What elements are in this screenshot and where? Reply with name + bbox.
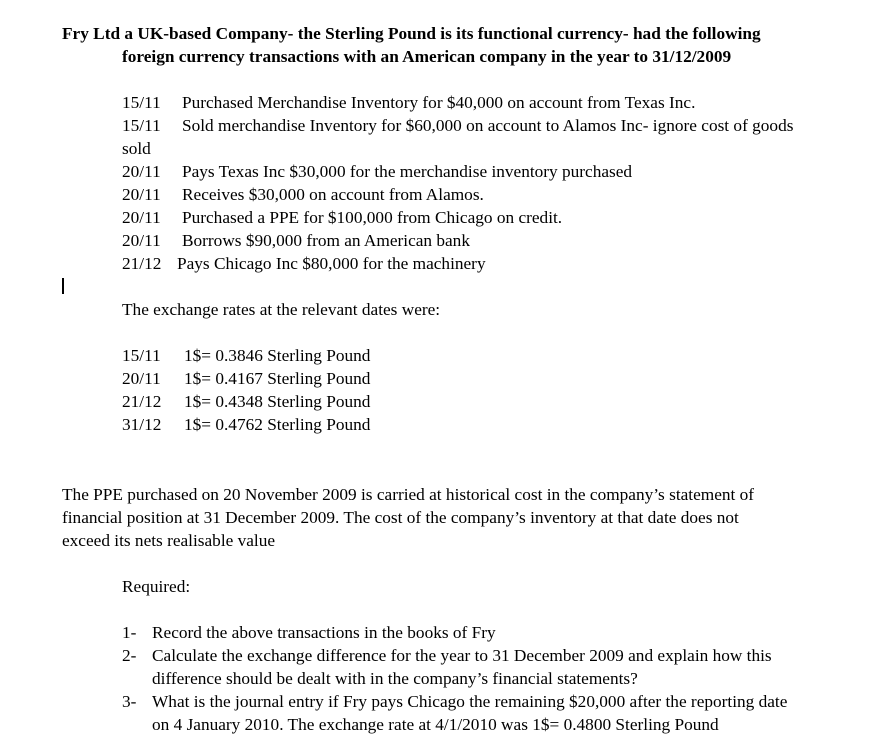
requirement-item	[122, 621, 496, 644]
transaction-row	[122, 183, 484, 206]
requirement-number: 2-	[122, 646, 137, 665]
rates-intro: The exchange rates at the relevant dates were:	[122, 300, 441, 319]
text-cursor	[62, 278, 64, 294]
transaction-date: 21/12	[122, 254, 162, 273]
ppe-paragraph-line: exceed its nets realisable value	[62, 531, 276, 550]
ppe-paragraph-line: financial position at 31 December 2009. The cost of the company’s inventory at that date does not	[62, 508, 739, 527]
transaction-text: Purchased a PPE for $100,000 from Chicago on credit.	[182, 208, 563, 227]
requirement-text: What is the journal entry if Fry pays Chicago the remaining $20,000 after the reporting date	[152, 692, 788, 711]
transaction-date: 15/11	[122, 116, 161, 135]
requirement-number: 3-	[122, 692, 137, 711]
rate-date: 15/11	[122, 346, 161, 365]
transaction-row	[122, 160, 632, 183]
transaction-row	[122, 114, 793, 137]
rate-value: 1$= 0.4348 Sterling Pound	[184, 392, 371, 411]
rate-date: 21/12	[122, 392, 162, 411]
required-label: Required:	[122, 577, 191, 596]
transaction-text: Borrows $90,000 from an American bank	[182, 231, 470, 250]
heading-line-1: Fry Ltd a UK-based Company- the Sterling Pound is its functional currency- had the following	[62, 24, 761, 43]
rate-value: 1$= 0.3846 Sterling Pound	[184, 346, 371, 365]
transaction-row	[122, 252, 486, 275]
requirement-continuation: difference should be dealt with in the company’s financial statements?	[152, 669, 638, 688]
rate-row	[122, 390, 370, 413]
rate-row	[122, 344, 370, 367]
transaction-date: 20/11	[122, 231, 161, 250]
transaction-text: Receives $30,000 on account from Alamos.	[182, 185, 484, 204]
transaction-row	[122, 206, 562, 229]
requirement-number: 1-	[122, 623, 137, 642]
requirement-text: Record the above transactions in the books of Fry	[152, 623, 496, 642]
transaction-date: 20/11	[122, 162, 161, 181]
transaction-text: Purchased Merchandise Inventory for $40,000 on account from Texas Inc.	[182, 93, 696, 112]
transaction-row	[122, 229, 470, 252]
requirement-item	[122, 690, 787, 713]
transaction-date: 15/11	[122, 93, 161, 112]
rate-row	[122, 413, 370, 436]
requirement-continuation: on 4 January 2010. The exchange rate at 4/1/2010 was 1$= 0.4800 Sterling Pound	[152, 715, 719, 734]
rate-value: 1$= 0.4167 Sterling Pound	[184, 369, 371, 388]
rate-date: 31/12	[122, 415, 162, 434]
rate-row	[122, 367, 370, 390]
heading-line-2: foreign currency transactions with an American company in the year to 31/12/2009	[122, 47, 732, 66]
transaction-text: Pays Texas Inc $30,000 for the merchandise inventory purchased	[182, 162, 633, 181]
transaction-text: Pays Chicago Inc $80,000 for the machinery	[177, 254, 486, 273]
transaction-row	[122, 91, 695, 114]
rate-value: 1$= 0.4762 Sterling Pound	[184, 415, 371, 434]
transaction-date: 20/11	[122, 208, 161, 227]
transaction-continuation: sold	[122, 139, 151, 158]
ppe-paragraph-line: The PPE purchased on 20 November 2009 is carried at historical cost in the company’s statement of	[62, 485, 755, 504]
requirement-text: Calculate the exchange difference for the year to 31 December 2009 and explain how this	[152, 646, 772, 665]
rate-date: 20/11	[122, 369, 161, 388]
transaction-date: 20/11	[122, 185, 161, 204]
requirement-item	[122, 644, 772, 667]
transaction-text: Sold merchandise Inventory for $60,000 on account to Alamos Inc- ignore cost of goods	[182, 116, 794, 135]
